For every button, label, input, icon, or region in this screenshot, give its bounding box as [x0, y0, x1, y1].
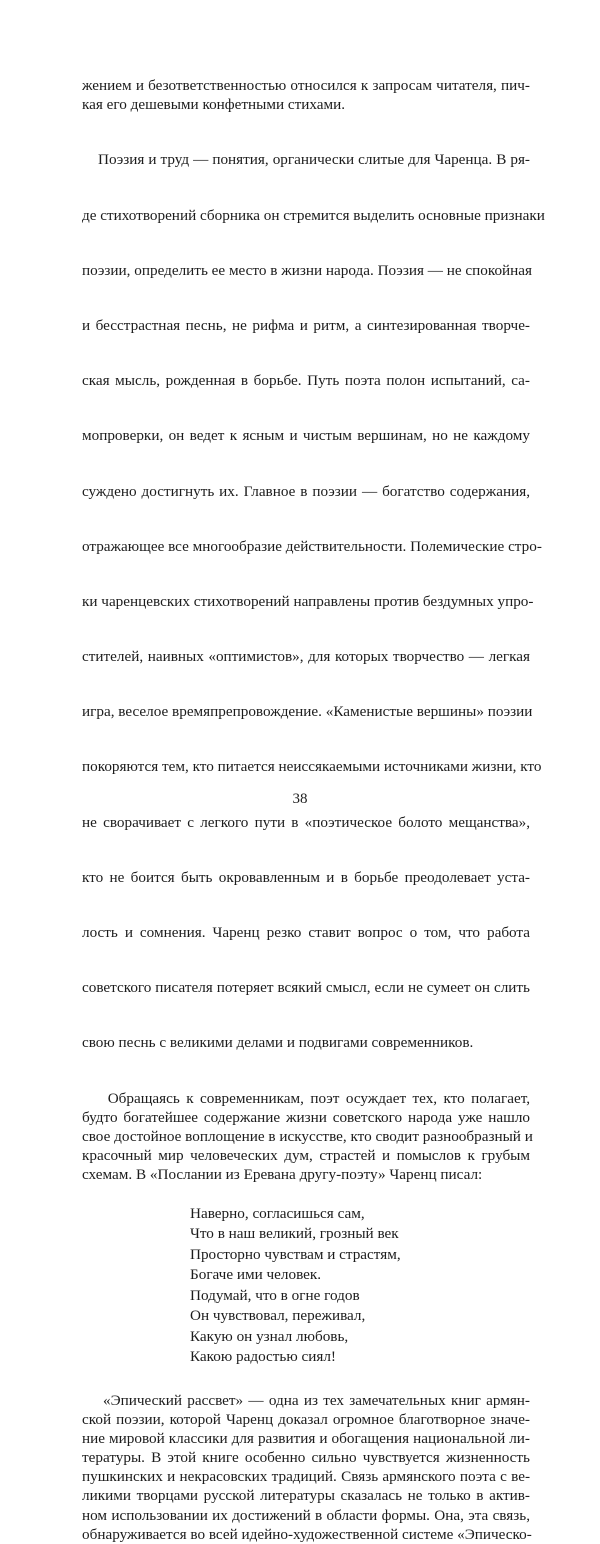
page-body [82, 76, 530, 1544]
poem-line: Богаче ими человек. [190, 1265, 460, 1286]
text-line: советского писателя потеряет всякий смысл, если не сумеет он слить [82, 978, 530, 997]
paragraph-3 [82, 1089, 530, 1185]
text-line: поэзии, определить ее место в жизни народа. Поэзия — не спокойная [82, 261, 530, 280]
text-line: лость и сомнения. Чаренц резко ставит вопрос о том, что работа [82, 923, 530, 942]
text-line: отражающее все многообразие действительности. Полемические стро- [82, 537, 530, 556]
poem-line: Какую он узнал любовь, [190, 1327, 460, 1348]
poem-line: Подумай, что в огне годов [190, 1286, 460, 1307]
text-line: и бесстрастная песнь, не рифма и ритм, а синтезированная творче- [82, 316, 530, 335]
text-line: кто не боится быть окровавленным и в борьбе преодолевает уста- [82, 868, 530, 887]
text-line: тературы. В этой книге особенно сильно чувствуется жизненность [82, 1448, 530, 1467]
text-line: жением и безответственностью относился к запросам читателя, пич- [82, 76, 530, 95]
poem-line: Какою радостью сиял! [190, 1347, 460, 1368]
text-line: стителей, наивных «оптимистов», для которых творчество — легкая [82, 647, 530, 666]
text-line: мопроверки, он ведет к ясным и чистым вершинам, но не каждому [82, 426, 530, 445]
text-line: де стихотворений сборника он стремится выделить основные признаки [82, 206, 530, 225]
paragraph-1 [82, 76, 530, 114]
text-line: будто богатейшее содержание жизни советского народа уже нашло [82, 1108, 530, 1127]
text-line: ном использовании их достижений в области формы. Она, эта связь, [82, 1506, 530, 1525]
poem-line: Наверно, согласишься сам, [190, 1204, 460, 1225]
text-line: пушкинских и некрасовских традиций. Связь армянского поэта с ве- [82, 1467, 530, 1486]
paragraph-2 [82, 114, 530, 1088]
page-number: 38 [0, 790, 600, 808]
text-line: «Эпический рассвет» — одна из тех замечательных книг армян- [82, 1391, 530, 1410]
poem-line: Просторно чувствам и страстям, [190, 1245, 460, 1266]
text-line: ская мысль, рожденная в борьбе. Путь поэта полон испытаний, са- [82, 371, 530, 390]
text-line: ние мировой классики для развития и обогащения национальной ли- [82, 1429, 530, 1448]
text-line: кая его дешевыми конфетными стихами. [82, 95, 530, 114]
text-line: свое достойное воплощение в искусстве, кто сводит разнообразный и [82, 1127, 530, 1146]
text-line: Поэзия и труд — понятия, органически слитые для Чаренца. В ря- [82, 150, 530, 169]
text-line: покоряются тем, кто питается неиссякаемыми источниками жизни, кто [82, 757, 530, 776]
text-line: игра, веселое времяпрепровождение. «Каменистые вершины» поэзии [82, 702, 530, 721]
poem-quote [190, 1204, 460, 1368]
paragraph-4 [82, 1391, 530, 1544]
text-line: ской поэзии, которой Чаренц доказал огромное благотворное значе- [82, 1410, 530, 1429]
text-line: схемам. В «Послании из Еревана другу-поэту» Чаренц писал: [82, 1165, 530, 1184]
poem-line: Он чувствовал, переживал, [190, 1306, 460, 1327]
text-line: Обращаясь к современникам, поэт осуждает тех, кто полагает, [82, 1089, 530, 1108]
text-line: ликими творцами русской литературы сказалась не только в актив- [82, 1486, 530, 1505]
text-line: свою песнь с великими делами и подвигами современников. [82, 1033, 530, 1052]
text-line: ки чаренцевских стихотворений направлены против бездумных упро- [82, 592, 530, 611]
text-line: не сворачивает с легкого пути в «поэтическое болото мещанства», [82, 813, 530, 832]
text-line: красочный мир человеческих дум, страстей и помыслов к грубым [82, 1146, 530, 1165]
text-line: суждено достигнуть их. Главное в поэзии — богатство содержания, [82, 482, 530, 501]
poem-line: Что в наш великий, грозный век [190, 1224, 460, 1245]
text-line: обнаруживается во всей идейно-художественной системе «Эпическо- [82, 1525, 530, 1544]
